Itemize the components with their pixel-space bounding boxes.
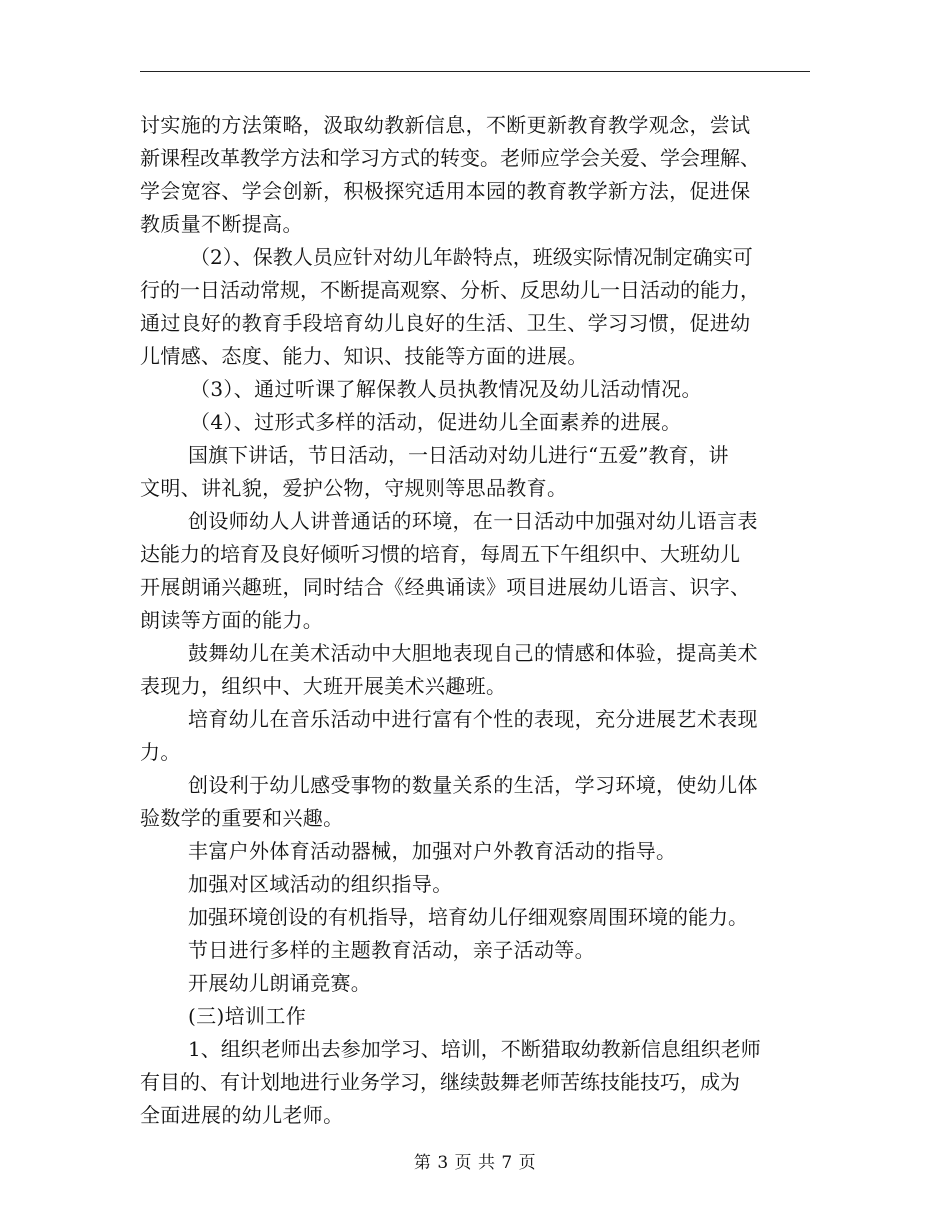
- text-line: 培育幼儿在音乐活动中进行富有个性的表现，充分进展艺术表现: [188, 707, 758, 731]
- text-line: 讨实施的方法策略，汲取幼教新信息，不断更新教育教学观念，尝试: [140, 113, 751, 137]
- text-line: 1、组织老师出去参加学习、培训，不断猎取幼教新信息组织老师: [188, 1037, 761, 1061]
- text-line: 儿情感、态度、能力、知识、技能等方面的进展。: [140, 344, 588, 368]
- document-body: [140, 109, 810, 1132]
- text-line: 加强对区域活动的组织指导。: [188, 872, 453, 896]
- text-line: 新课程改革教学方法和学习方式的转变。老师应学会关爱、学会理解、: [140, 146, 760, 170]
- text-line: 国旗下讲话，节日活动，一日活动对幼儿进行“五爱”教育，讲: [188, 443, 729, 467]
- text-line: 鼓舞幼儿在美术活动中大胆地表现自己的情感和体验，提高美术: [188, 641, 758, 665]
- text-line: 行的一日活动常规，不断提高观察、分析、反思幼儿一日活动的能力，: [140, 278, 760, 302]
- section-heading: (三)培训工作: [188, 1004, 307, 1028]
- text-line: 丰富户外体育活动器械，加强对户外教育活动的指导。: [188, 839, 677, 863]
- text-line: 全面进展的幼儿老师。: [140, 1103, 344, 1127]
- text-line: 文明、讲礼貌，爱护公物，守规则等思品教育。: [140, 476, 568, 500]
- page-number-footer: 第 3 页 共 7 页: [413, 1153, 537, 1173]
- text-line: 表现力，组织中、大班开展美术兴趣班。: [140, 674, 507, 698]
- text-line: 朗读等方面的能力。: [140, 608, 324, 632]
- text-line: 验数学的重要和兴趣。: [140, 806, 344, 830]
- text-line: 创设师幼人人讲普通话的环境，在一日活动中加强对幼儿语言表: [188, 509, 758, 533]
- text-line: 节日进行多样的主题教育活动，亲子活动等。: [188, 938, 595, 962]
- text-line: 开展幼儿朗诵竞赛。: [188, 971, 372, 995]
- text-line: 有目的、有计划地进行业务学习，继续鼓舞老师苦练技能技巧，成为: [140, 1070, 740, 1094]
- text-line: 开展朗诵兴趣班，同时结合《经典诵读》项目进展幼儿语言、识字、: [140, 575, 751, 599]
- text-line: 创设利于幼儿感受事物的数量关系的生活，学习环境，使幼儿体: [188, 773, 758, 797]
- text-line: 通过良好的教育手段培育幼儿良好的生活、卫生、学习习惯，促进幼: [140, 311, 751, 335]
- text-line: 力。: [140, 740, 181, 764]
- text-line: 加强环境创设的有机指导，培育幼儿仔细观察周围环境的能力。: [188, 905, 748, 929]
- text-line: 达能力的培育及良好倾听习惯的培育，每周五下午组织中、大班幼儿: [140, 542, 740, 566]
- text-line: 教质量不断提高。: [140, 212, 303, 236]
- text-line: （4）、过形式多样的活动，促进幼儿全面素养的进展。: [190, 410, 682, 434]
- text-line: （2）、保教人员应针对幼儿年龄特点，班级实际情况制定确实可: [190, 245, 753, 269]
- header-rule: [140, 71, 810, 72]
- text-line: 学会宽容、学会创新，积极探究适用本园的教育教学新方法，促进保: [140, 179, 751, 203]
- text-line: （3）、通过听课了解保教人员执教情况及幼儿活动情况。: [190, 377, 702, 401]
